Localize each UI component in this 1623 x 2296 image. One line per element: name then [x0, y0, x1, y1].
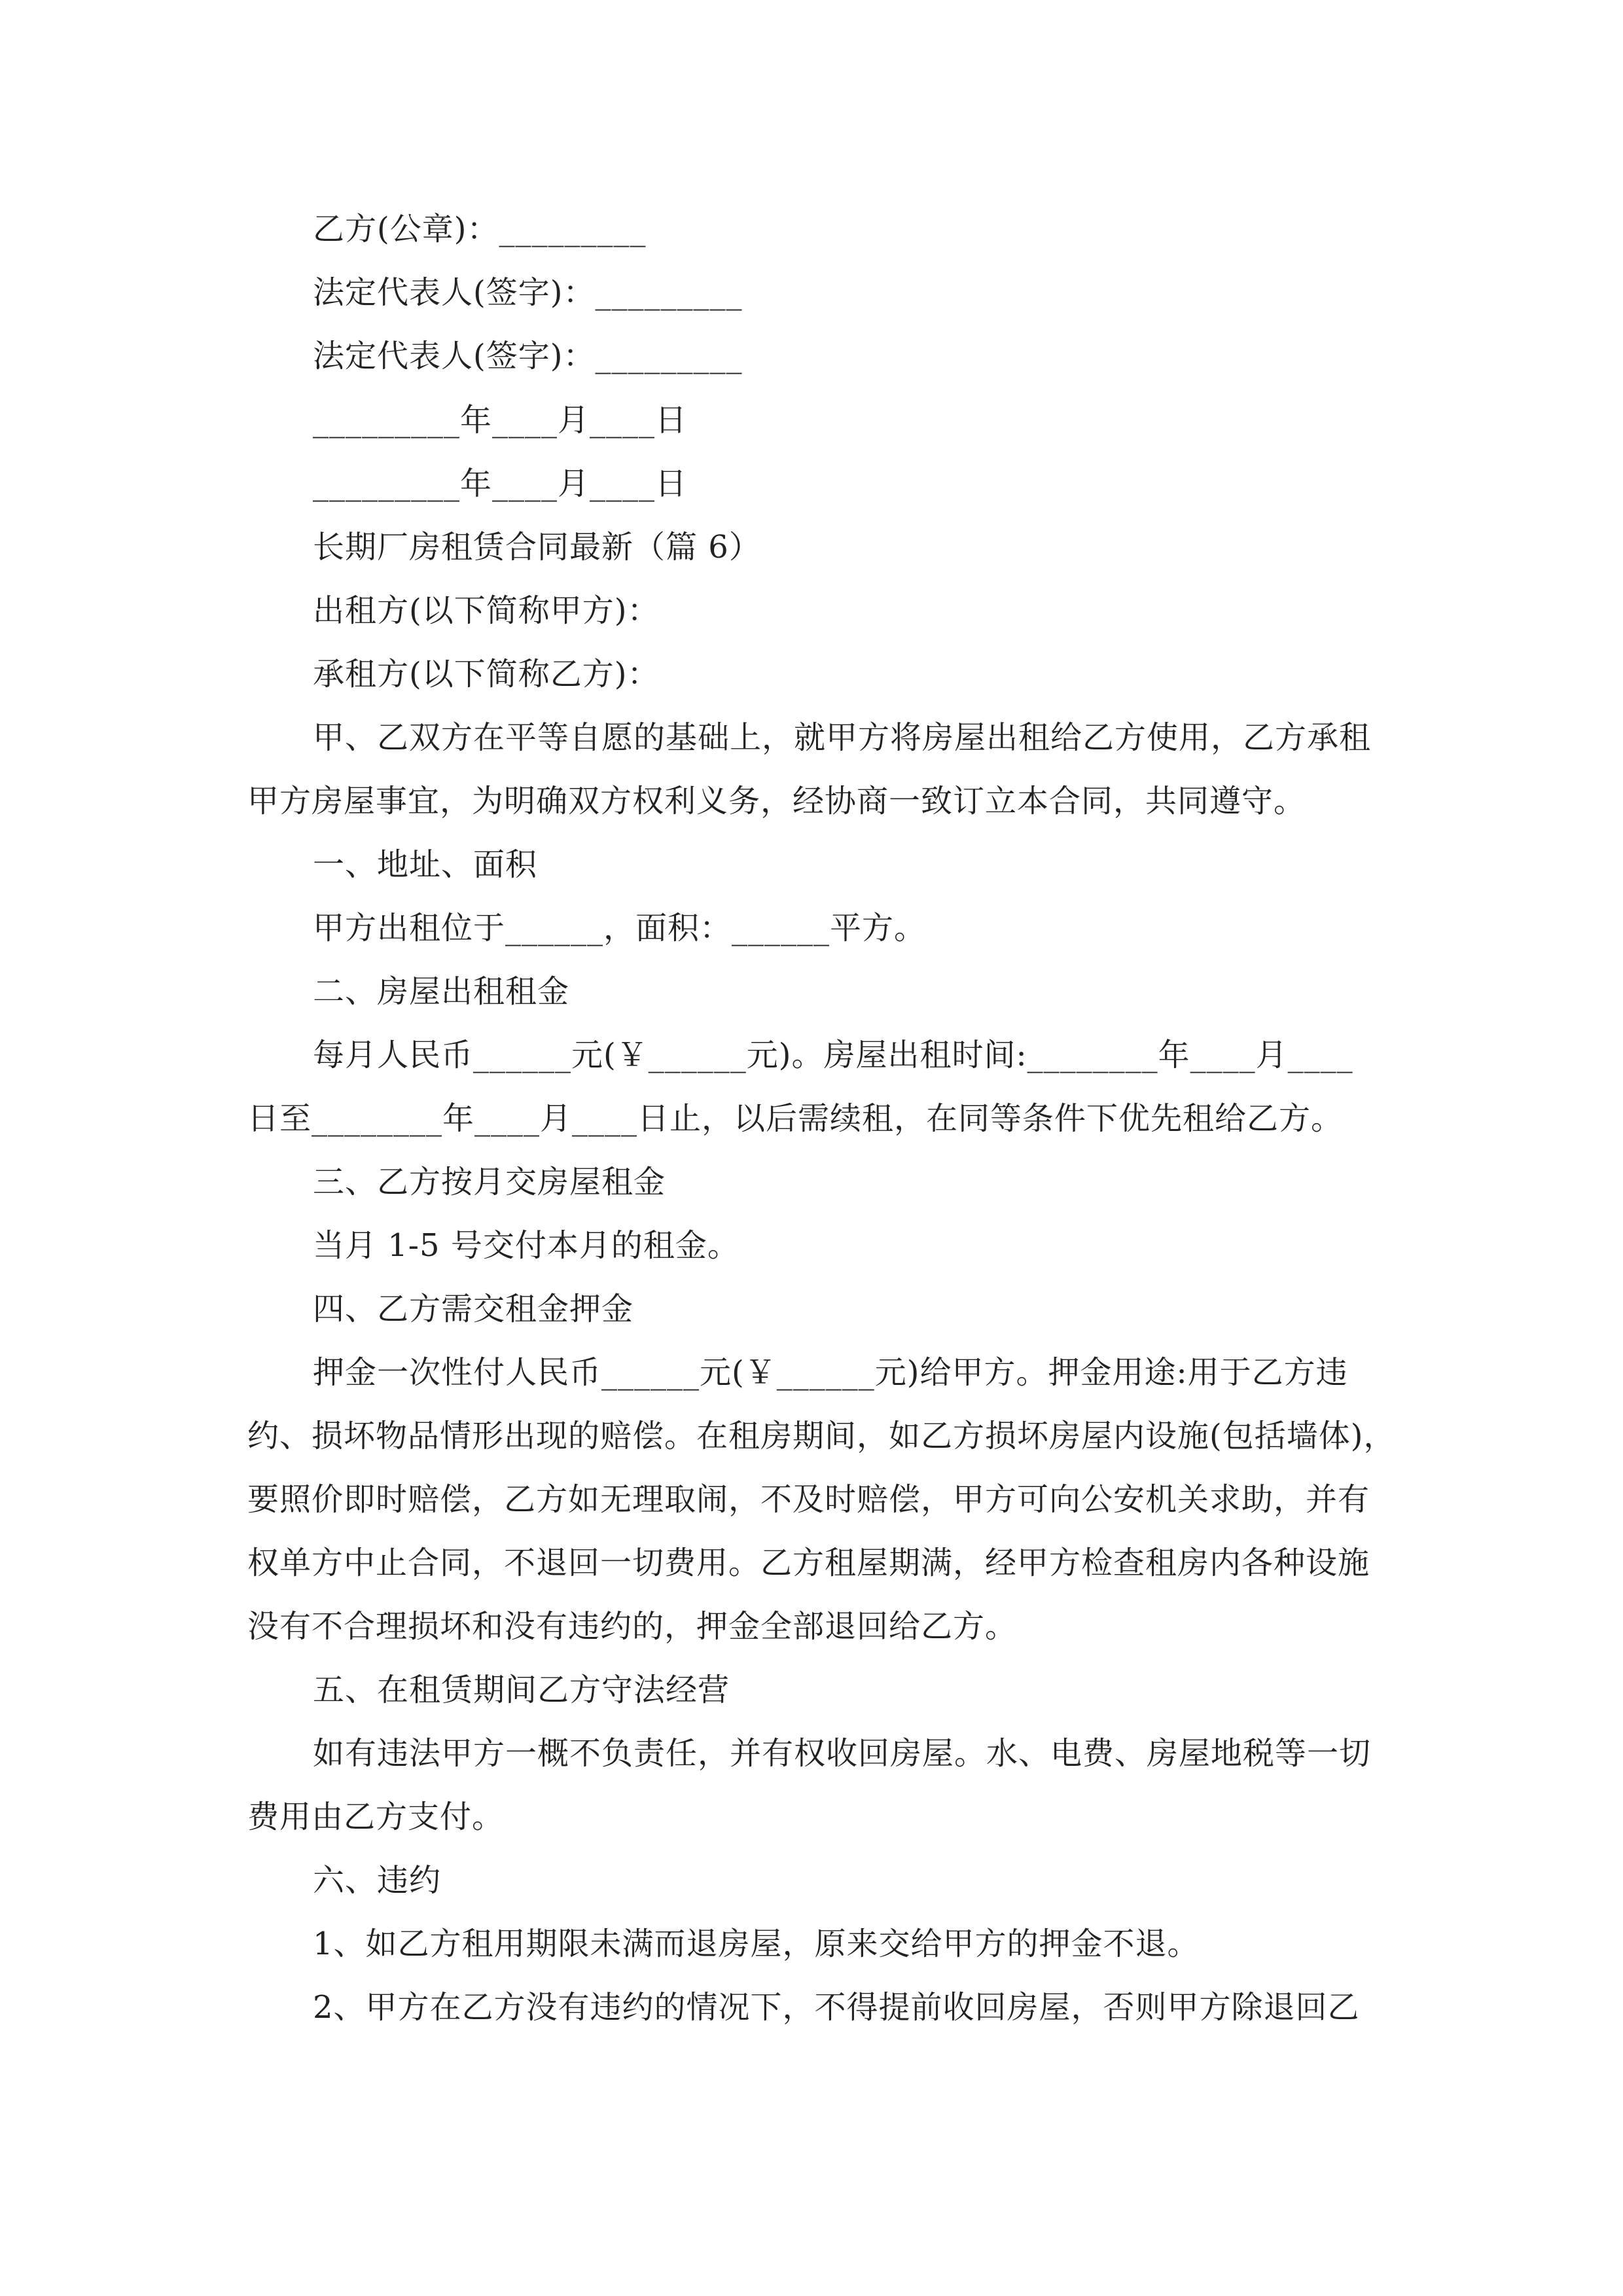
paragraph-line: 要照价即时赔偿，乙方如无理取闹，不及时赔偿，甲方可向公安机关求助，并有: [247, 1481, 1370, 1518]
clause-heading: 六、违约: [313, 1862, 442, 1899]
signature-legal-rep-1: 法定代表人(签字)：_________: [313, 274, 743, 311]
clause-heading: 四、乙方需交租金押金: [313, 1291, 634, 1327]
paragraph-line: 甲方房屋事宜，为明确双方权利义务，经协商一致订立本合同，共同遵守。: [247, 783, 1306, 819]
paragraph-line: 甲方出租位于______，面积：______平方。: [313, 910, 927, 946]
clause-heading: 一、地址、面积: [313, 846, 538, 883]
signature-party-b-seal: 乙方(公章)：_________: [313, 211, 647, 247]
clause-heading: 二、房屋出租租金: [313, 973, 570, 1010]
paragraph-line: 日至________年____月____日止，以后需续租，在同等条件下优先租给乙方。: [247, 1100, 1344, 1137]
paragraph-line: 没有不合理损坏和没有违约的，押金全部退回给乙方。: [247, 1608, 1018, 1645]
clause-heading: 三、乙方按月交房屋租金: [313, 1164, 666, 1200]
paragraph-line: 约、损坏物品情形出现的赔偿。在租房期间，如乙方损坏房屋内设施(包括墙体)，: [247, 1418, 1396, 1454]
paragraph-line: 1、如乙方租用期限未满而退房屋，原来交给甲方的押金不退。: [313, 1926, 1200, 1962]
paragraph-line: 2、甲方在乙方没有违约的情况下，不得提前收回房屋，否则甲方除退回乙: [313, 1989, 1360, 2026]
signature-legal-rep-2: 法定代表人(签字)：_________: [313, 338, 743, 374]
paragraph-line: 当月 1-5 号交付本月的租金。: [313, 1227, 740, 1264]
signature-date-2: _________年____月____日: [313, 465, 688, 502]
clause-heading: 五、在租赁期间乙方守法经营: [313, 1672, 730, 1708]
lessor-line: 出租方(以下简称甲方)：: [313, 592, 660, 629]
paragraph-line: 费用由乙方支付。: [247, 1799, 505, 1835]
lessee-line: 承租方(以下简称乙方)：: [313, 656, 660, 692]
signature-date-1: _________年____月____日: [313, 402, 688, 439]
paragraph-line: 权单方中止合同，不退回一切费用。乙方租屋期满，经甲方检查租房内各种设施: [247, 1545, 1370, 1581]
section-title: 长期厂房租赁合同最新（篇 6）: [313, 529, 761, 565]
paragraph-line: 每月人民币______元(￥______元)。房屋出租时间:________年____月____: [313, 1037, 1353, 1073]
paragraph-line: 押金一次性付人民币______元(￥______元)给甲方。押金用途:用于乙方违: [313, 1354, 1348, 1391]
paragraph-line: 甲、乙双方在平等自愿的基础上，就甲方将房屋出租给乙方使用，乙方承租: [313, 719, 1372, 756]
paragraph-line: 如有违法甲方一概不负责任，并有权收回房屋。水、电费、房屋地税等一切: [313, 1735, 1372, 1772]
